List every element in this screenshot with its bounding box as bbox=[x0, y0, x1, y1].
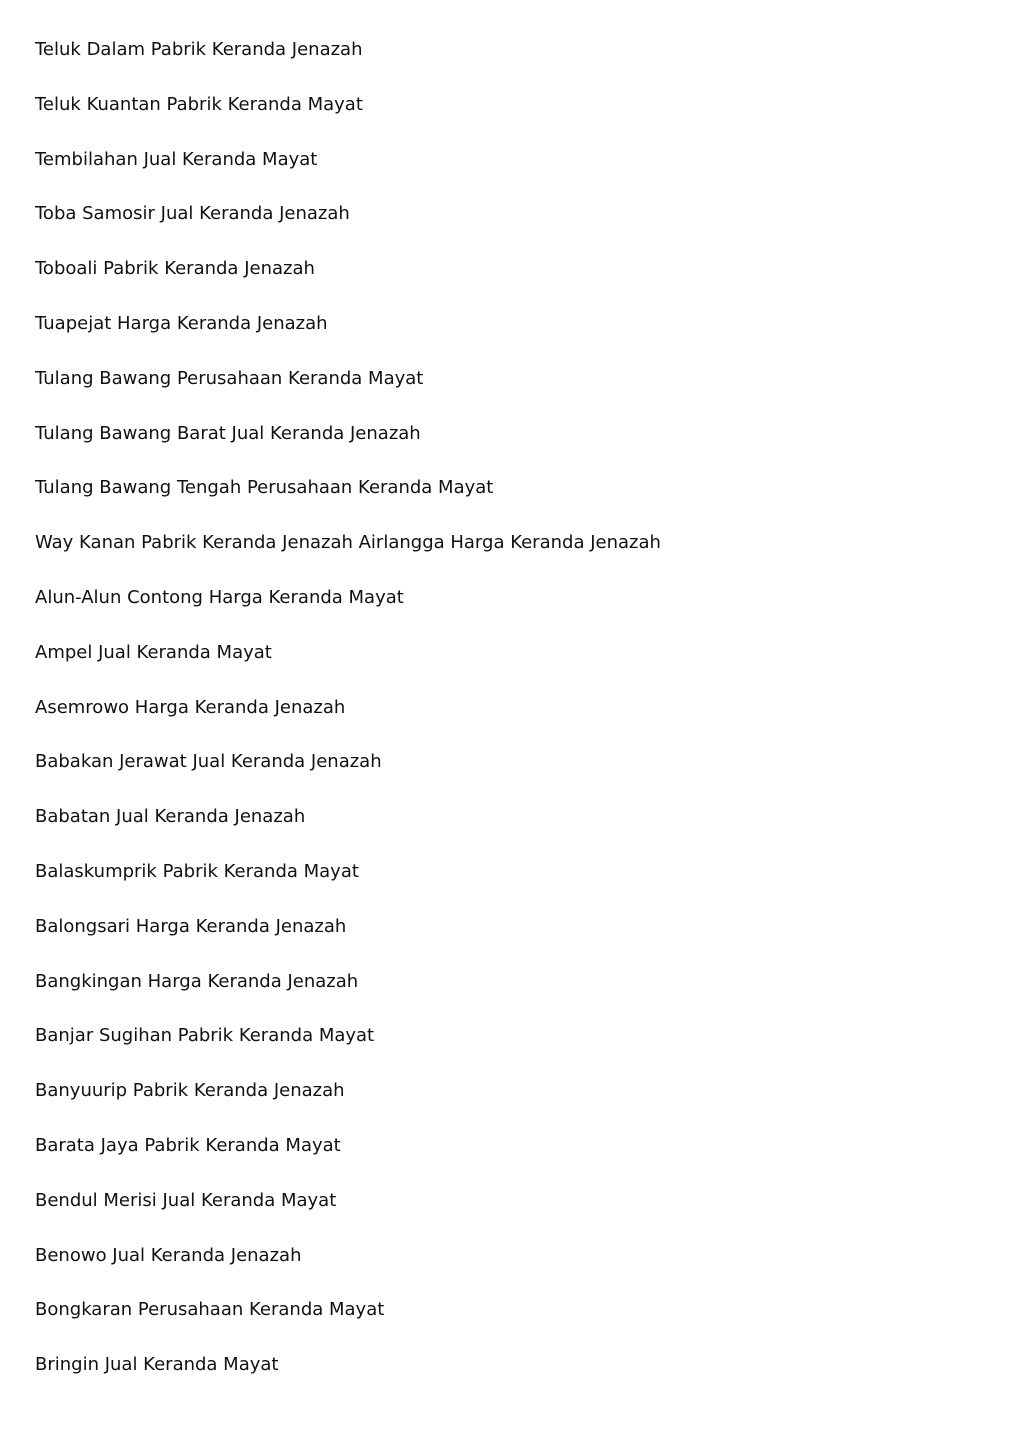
text-line: Benowo Jual Keranda Jenazah bbox=[35, 1244, 302, 1266]
text-line: Tulang Bawang Barat Jual Keranda Jenazah bbox=[35, 422, 421, 444]
text-line: Way Kanan Pabrik Keranda Jenazah Airlangga Harga Keranda Jenazah bbox=[35, 532, 661, 554]
text-line: Bangkingan Harga Keranda Jenazah bbox=[35, 970, 359, 992]
text-line: Bendul Merisi Jual Keranda Mayat bbox=[35, 1189, 337, 1211]
document-page bbox=[35, 36, 995, 1406]
text-line: Balaskumprik Pabrik Keranda Mayat bbox=[35, 860, 359, 882]
text-line: Babatan Jual Keranda Jenazah bbox=[35, 806, 306, 828]
text-line: Tuapejat Harga Keranda Jenazah bbox=[35, 312, 328, 334]
text-line: Bringin Jual Keranda Mayat bbox=[35, 1354, 279, 1376]
text-line: Alun-Alun Contong Harga Keranda Mayat bbox=[35, 586, 404, 608]
text-line: Bongkaran Perusahaan Keranda Mayat bbox=[35, 1299, 385, 1321]
text-line: Tulang Bawang Tengah Perusahaan Keranda Mayat bbox=[35, 477, 494, 499]
text-line: Tembilahan Jual Keranda Mayat bbox=[35, 148, 318, 170]
text-line: Toba Samosir Jual Keranda Jenazah bbox=[35, 203, 350, 225]
text-line: Teluk Kuantan Pabrik Keranda Mayat bbox=[35, 93, 363, 115]
text-line: Banyuurip Pabrik Keranda Jenazah bbox=[35, 1080, 345, 1102]
text-line: Tulang Bawang Perusahaan Keranda Mayat bbox=[35, 367, 424, 389]
text-line: Banjar Sugihan Pabrik Keranda Mayat bbox=[35, 1025, 375, 1047]
text-line: Toboali Pabrik Keranda Jenazah bbox=[35, 258, 315, 280]
text-line: Balongsari Harga Keranda Jenazah bbox=[35, 915, 347, 937]
text-line: Ampel Jual Keranda Mayat bbox=[35, 641, 272, 663]
text-line: Barata Jaya Pabrik Keranda Mayat bbox=[35, 1134, 341, 1156]
text-line: Teluk Dalam Pabrik Keranda Jenazah bbox=[35, 39, 363, 60]
text-line: Babakan Jerawat Jual Keranda Jenazah bbox=[35, 751, 382, 773]
text-line: Asemrowo Harga Keranda Jenazah bbox=[35, 696, 346, 718]
